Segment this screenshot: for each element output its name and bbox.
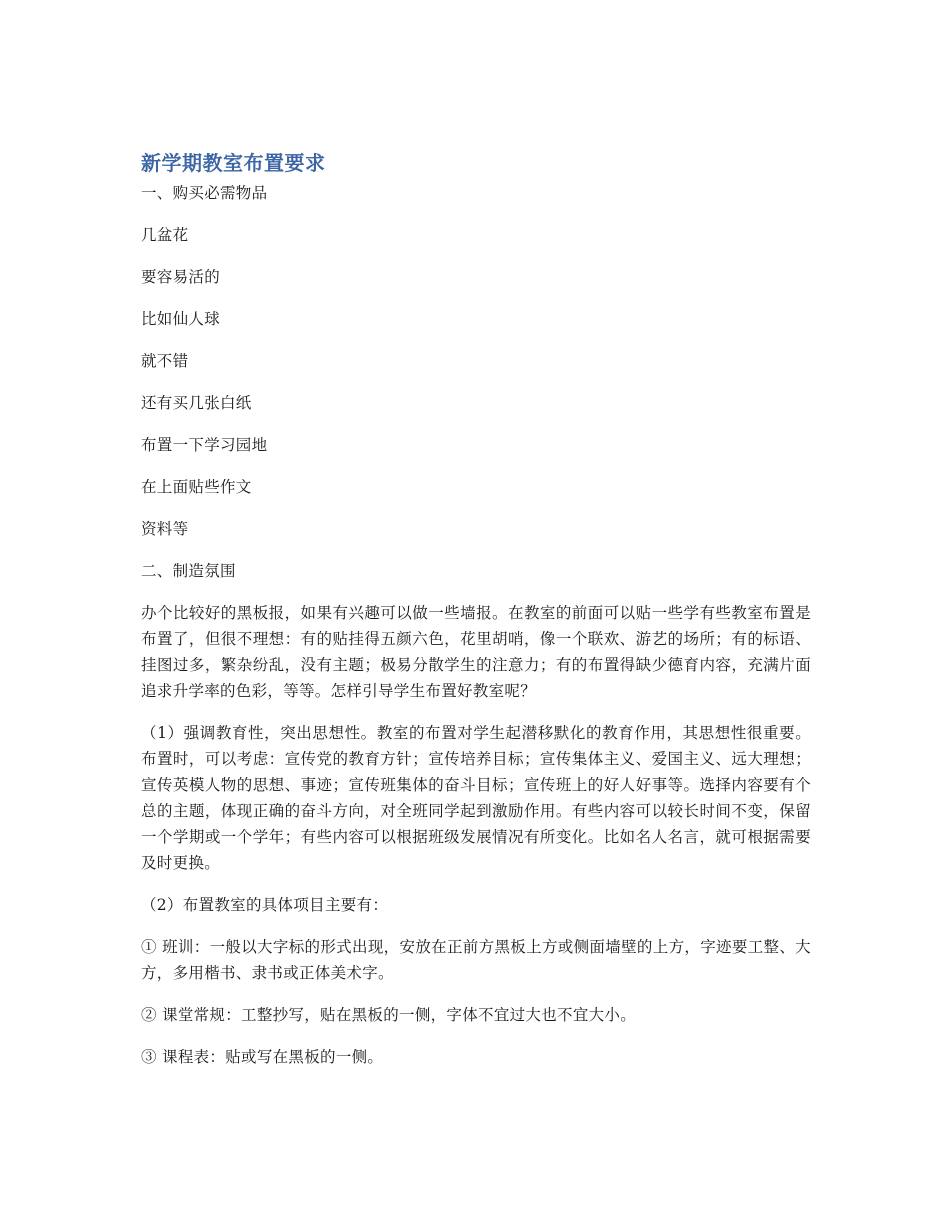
paragraph: 办个比较好的黑板报，如果有兴趣可以做一些墙报。在教室的前面可以贴一些学有些教室布置是布置了，但很不理想：有的贴挂得五颜六色，花里胡哨，像一个联欢、游艺的场所；有的标语、挂图过多，繁杂纷乱，没有主题；极易分散学生的注意力；有的布置得缺少德育内容，充满片面追求升学率的色彩，等等。怎样引导学生布置好教室呢？ <box>141 604 811 700</box>
paragraph: ① 班训：一般以大字标的形式出现，安放在正前方黑板上方或侧面墙壁的上方，字迹要工整、大方，多用楷书、隶书或正体美术字。 <box>141 938 811 982</box>
section-heading: 一、购买必需物品 <box>141 184 268 202</box>
paragraph: （2）布置教室的具体项目主要有： <box>141 896 389 914</box>
paragraph: 资料等 <box>141 520 189 538</box>
paragraph: 在上面贴些作文 <box>141 478 252 496</box>
paragraph: （1）强调教育性，突出思想性。教室的布置对学生起潜移默化的教育作用，其思想性很重要。布置时，可以考虑：宣传党的教育方针；宣传培养目标；宣传集体主义、爱国主义、远大理想；宣传英模人物的思想、事迹；宣传班集体的奋斗目标；宣传班上的好人好事等。选择内容要有个总的主题，体现正确的奋斗方向，对全班同学起到激励作用。有些内容可以较长时间不变，保留一个学期或一个学年；有些内容可以根据班级发展情况有所变化。比如名人名言，就可根据需要及时更换。 <box>141 724 811 872</box>
document-page <box>141 148 811 1086</box>
paragraph: 还有买几张白纸 <box>141 394 252 412</box>
paragraph: 布置一下学习园地 <box>141 436 268 454</box>
section-heading: 二、制造氛围 <box>141 562 236 580</box>
paragraph: 比如仙人球 <box>141 310 221 328</box>
paragraph: ② 课堂常规：工整抄写，贴在黑板的一侧，字体不宜过大也不宜大小。 <box>141 1006 637 1024</box>
paragraph: 要容易活的 <box>141 268 221 286</box>
document-title: 新学期教室布置要求 <box>141 151 326 175</box>
paragraph: 几盆花 <box>141 226 189 244</box>
paragraph: ③ 课程表：贴或写在黑板的一侧。 <box>141 1048 384 1066</box>
paragraph: 就不错 <box>141 352 189 370</box>
